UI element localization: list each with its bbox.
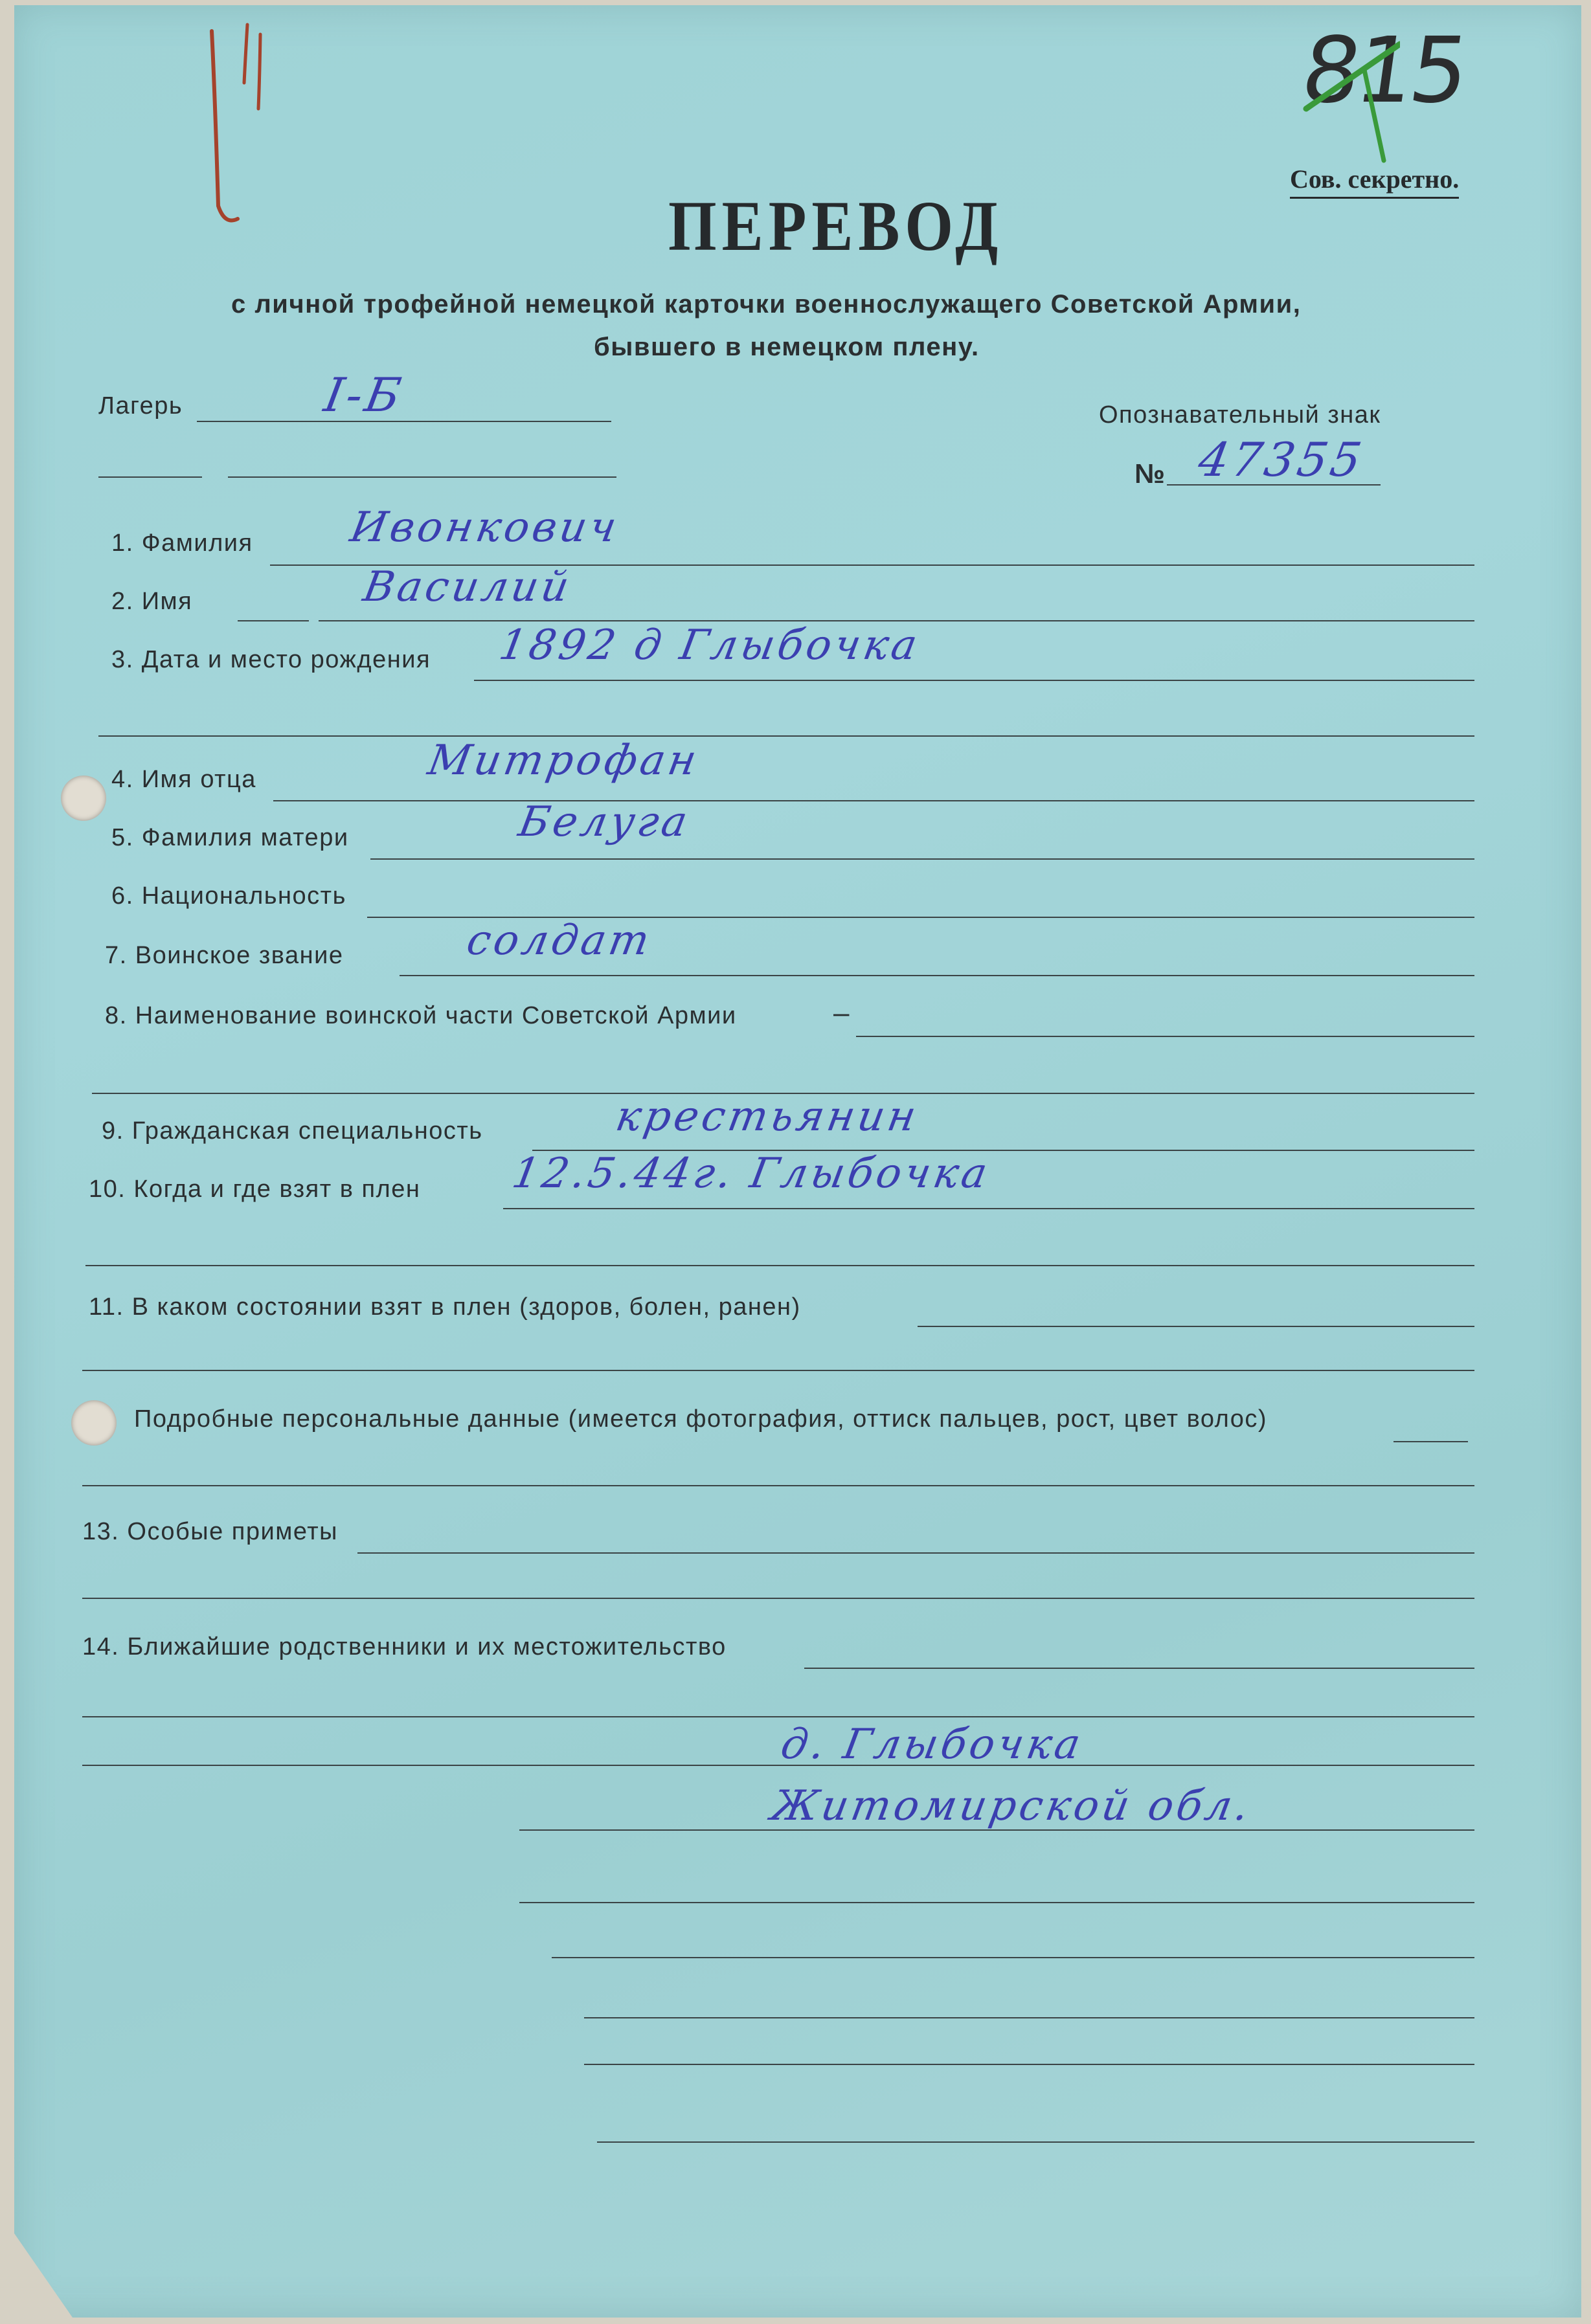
field-line-birth (474, 680, 1474, 681)
field-label-unit: 8. Наименование воинской части Советской Армии (105, 1002, 737, 1029)
relatives-note-village: д. Глыбочка (777, 1721, 1087, 1769)
field-line-relatives-7 (584, 2017, 1474, 2018)
field-line-name-a (238, 620, 309, 621)
field-label-features: 13. Особые приметы (82, 1518, 338, 1545)
field-value-profession: крестьянин (612, 1093, 923, 1141)
page-title: ПЕРЕВОД (668, 185, 1004, 266)
field-label-name: 2. Имя (111, 588, 193, 615)
field-value-birth: 1892 д Глыбочка (495, 621, 924, 669)
field-line-relatives-8 (584, 2064, 1474, 2065)
field-label-personal-data: Подробные персональные данные (имеется фотография, оттиск пальцев, рост, цвет волос) (134, 1405, 1268, 1433)
camp-value: I-Б (320, 368, 409, 422)
field-label-profession: 9. Гражданская специальность (102, 1117, 483, 1145)
punch-hole-bottom (71, 1400, 117, 1446)
field-value-mother: Белуга (515, 798, 694, 846)
field-value-rank: солдат (463, 917, 657, 965)
field-label-rank: 7. Воинское звание (105, 942, 344, 969)
field-line-mother (370, 858, 1474, 860)
torn-corner (14, 2233, 73, 2318)
field-line-relatives-2 (82, 1716, 1474, 1717)
camp-line (197, 421, 611, 422)
field-line-rank (400, 975, 1474, 976)
field-line-unit (856, 1036, 1474, 1037)
field-line-captured-2 (85, 1265, 1474, 1266)
camp-line-2a (98, 476, 202, 478)
field-line-relatives-5 (519, 1902, 1474, 1903)
subtitle-line-2: бывшего в немецком плену. (594, 333, 980, 361)
camp-line-2b (228, 476, 616, 478)
field-value-father: Митрофан (424, 737, 703, 785)
field-line-relatives-6 (552, 1957, 1474, 1958)
field-line-personal-data-2 (82, 1485, 1474, 1486)
field-label-nationality: 6. Национальность (111, 882, 346, 910)
punch-hole-top (61, 776, 106, 821)
field-line-father (273, 800, 1474, 801)
field-line-personal-data (1394, 1441, 1468, 1442)
field-label-surname: 1. Фамилия (111, 530, 253, 557)
classification-stamp: Сов. секретно. (1290, 164, 1459, 199)
field-label-captured: 10. Когда и где взят в плен (89, 1176, 421, 1203)
field-line-features (357, 1552, 1474, 1554)
field-value-name: Василий (359, 563, 576, 611)
field-line-condition (918, 1326, 1474, 1327)
field-line-condition-2 (82, 1370, 1474, 1371)
field-label-relatives: 14. Ближайшие родственники и их местожительство (82, 1633, 727, 1660)
field-line-captured (503, 1208, 1474, 1209)
field-label-birth: 3. Дата и место рождения (111, 646, 431, 673)
field-label-condition: 11. В каком состоянии взят в плен (здоров, болен, ранен) (89, 1293, 801, 1321)
field-line-features-2 (82, 1598, 1474, 1599)
field-value-surname: Ивонкович (346, 504, 624, 552)
relatives-note-region: Житомирской обл. (767, 1782, 1256, 1830)
field-line-relatives (804, 1668, 1474, 1669)
field-value-captured: 12.5.44г. Глыбочка (508, 1150, 994, 1198)
camp-label: Лагерь (98, 392, 183, 419)
green-pencil-mark (1303, 31, 1400, 167)
id-tag-label: Опознавательный знак (1099, 401, 1381, 429)
subtitle-line-1: с личной трофейной немецкой карточки военнослужащего Советской Армии, (231, 290, 1302, 318)
id-number-value: 47355 (1194, 432, 1369, 487)
field-line-relatives-9 (597, 2141, 1474, 2143)
sheet-number: 815 (1295, 18, 1472, 124)
red-pencil-mark (199, 18, 283, 232)
id-number-label: № (1134, 458, 1166, 489)
field-value-unit: – (833, 997, 850, 1029)
field-line-birth-2 (98, 735, 1474, 737)
field-label-mother: 5. Фамилия матери (111, 824, 349, 851)
form-sheet (14, 5, 1581, 2318)
field-label-father: 4. Имя отца (111, 766, 256, 793)
